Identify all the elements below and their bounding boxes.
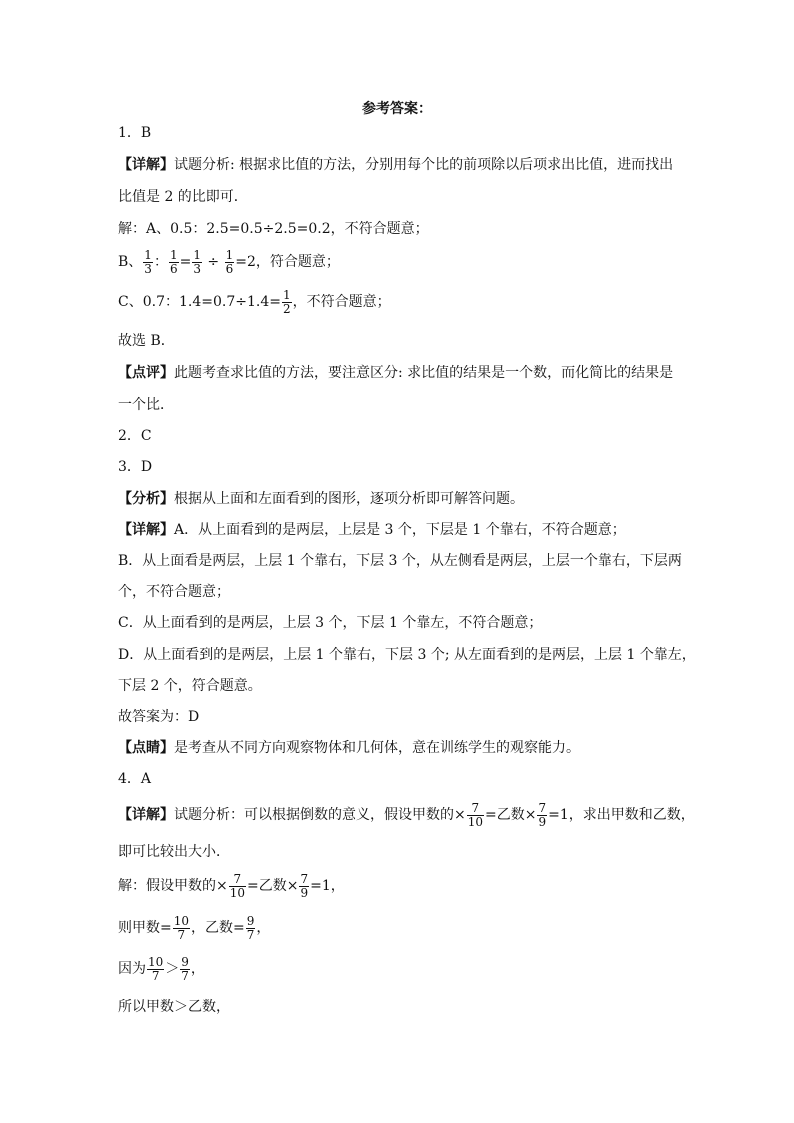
- q3-option-a: A．从上面看到的是两层，上层是 3 个，下层是 1 个靠右，不符合题意；: [174, 522, 626, 538]
- q4-explanation-line2: 即可比较出大小．: [118, 844, 230, 860]
- q3-answer: 3．D: [118, 459, 153, 475]
- q4-solution-line3: [118, 953, 205, 985]
- q4-s3-prefix: 因为: [118, 961, 146, 977]
- q3-option-b-line1: B．从上面看是两层，上层 1 个靠右，下层 3 个，从左侧看是两层，上层一个靠右，下层两: [118, 553, 682, 569]
- fraction: $\frac{1}{6}$: [169, 247, 178, 276]
- fraction: $\frac{1}{3}$: [193, 247, 201, 276]
- q3-option-b-line2: 个，不符合题意；: [118, 584, 230, 600]
- q1-solution-a: 解：A、0.5：2.5=0.5÷2.5=0.2，不符合题意；: [118, 221, 429, 237]
- q3-detail-a: [118, 521, 626, 539]
- fraction: $\frac{1}{3}$: [144, 247, 152, 276]
- q4-s1-suffix: =1，: [310, 878, 345, 894]
- q4-s1-middle: =乙数×: [247, 878, 299, 894]
- q1-detail-tag: 【详解】: [118, 157, 174, 173]
- q3-option-d-line1: D．从上面看到的是两层，上层 1 个靠右，下层 3 个; 从左面看到的是两层，上层 1 个靠左，: [118, 647, 696, 663]
- q2-answer: 2．C: [118, 428, 152, 444]
- q1-review-tag: 【点评】: [118, 365, 174, 381]
- q1-b-suffix: =2，符合题意；: [235, 254, 340, 270]
- fraction: $\frac{1}{6}$: [225, 247, 234, 276]
- fraction: $\frac{1}{2}$: [282, 287, 291, 316]
- q1-solution-b: [118, 247, 340, 277]
- q1-solution-c: [118, 287, 391, 317]
- fraction: $\frac{10}{7}$: [148, 954, 164, 983]
- q1-review-line2: 一个比．: [118, 397, 174, 413]
- q3-analysis: [118, 490, 524, 508]
- q4-s1-prefix: 解：假设甲数的×: [118, 878, 228, 894]
- q1-review-line1: [118, 364, 673, 382]
- colon: ：: [153, 254, 168, 270]
- divide: ÷: [202, 254, 224, 270]
- fraction: $\frac{7}{9}$: [300, 871, 309, 900]
- q4-answer: 4．A: [118, 771, 152, 787]
- q4-l1-suffix: =1，求出甲数和乙数，: [548, 807, 695, 823]
- q4-s2-suffix: ，: [256, 920, 271, 936]
- fraction: $\frac{7}{10}$: [229, 871, 246, 900]
- q4-conclusion: 所以甲数＞乙数，: [118, 999, 230, 1015]
- page-title: 参考答案：: [362, 101, 432, 117]
- fraction: $\frac{7}{10}$: [467, 800, 484, 829]
- q4-solution-line1: [118, 870, 345, 902]
- q1-c-prefix: C、0.7：1.4=0.7÷1.4=: [118, 294, 281, 310]
- q1-review-text: 此题考查求比值的方法，要注意区分: 求比值的结果是一个数，而化简比的结果是: [174, 365, 674, 381]
- q1-answer: 1．B: [118, 125, 152, 141]
- q4-detail-tag: 【详解】: [118, 807, 174, 823]
- q3-option-c: C．从上面看到的是两层，上层 3 个，下层 1 个靠左，不符合题意；: [118, 615, 543, 631]
- fraction: $\frac{9}{7}$: [246, 913, 255, 942]
- q1-explanation-line2: 比值是 2 的比即可．: [118, 189, 248, 205]
- q4-s2-prefix: 则甲数=: [118, 920, 172, 936]
- q3-final-answer: 故答案为：D: [118, 709, 200, 725]
- q4-explanation-line1: [118, 798, 695, 832]
- fraction: $\frac{10}{7}$: [173, 913, 190, 942]
- q4-s2-middle: ，乙数=: [191, 920, 245, 936]
- q3-comment-text: 是考查从不同方向观察物体和几何体，意在训练学生的观察能力。: [174, 740, 580, 756]
- q4-solution-line2: [118, 912, 270, 944]
- q4-l1-prefix: 试题分析：可以根据倒数的意义，假设甲数的×: [174, 807, 466, 823]
- q1-c-suffix: ，不符合题意；: [292, 294, 391, 310]
- q3-analysis-tag: 【分析】: [118, 491, 174, 507]
- q3-comment: [118, 739, 580, 757]
- greater-than: ＞: [165, 961, 180, 977]
- q1-explanation-text: 试题分析: 根据求比值的方法，分别用每个比的前项除以后项求出比值，进而找出: [174, 157, 674, 173]
- fraction: $\frac{9}{7}$: [181, 954, 189, 983]
- q1-explanation-line1: [118, 156, 673, 174]
- q3-analysis-text: 根据从上面和左面看到的图形，逐项分析即可解答问题。: [174, 491, 524, 507]
- q4-s3-suffix: ，: [190, 961, 205, 977]
- q3-detail-tag: 【详解】: [118, 522, 174, 538]
- q4-l1-middle: =乙数×: [485, 807, 537, 823]
- q1-choose: 故选 B．: [118, 333, 175, 349]
- q3-comment-tag: 【点睛】: [118, 740, 174, 756]
- fraction: $\frac{7}{9}$: [538, 800, 547, 829]
- equals: =: [179, 254, 192, 270]
- q3-option-d-line2: 下层 2 个，符合题意。: [118, 678, 262, 694]
- q1-b-prefix: B、: [118, 254, 143, 270]
